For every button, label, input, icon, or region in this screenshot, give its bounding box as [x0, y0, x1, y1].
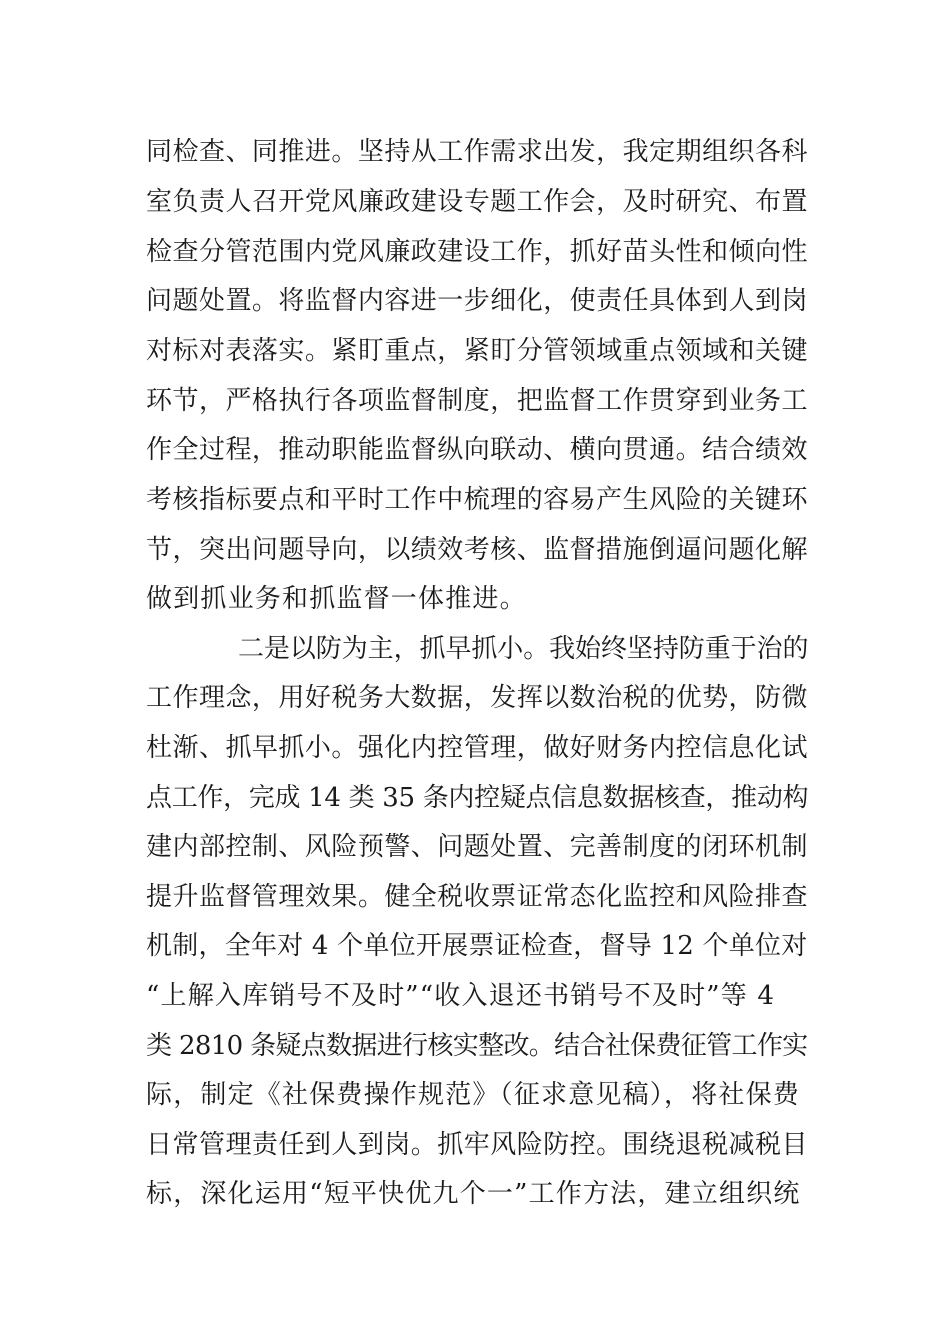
- text-line: 检查分管范围内党风廉政建设工作，抓好苗头性和倾向性: [146, 237, 809, 267]
- text-line: 环节，严格执行各项监督制度，把监督工作贯穿到业务工: [146, 386, 809, 416]
- text-line: 作全过程，推动职能监督纵向联动、横向贯通。结合绩效: [146, 435, 809, 465]
- text-line: 际，制定《社保费操作规范》（征求意见稿），将社保费: [146, 1080, 801, 1110]
- paragraph-heading-line: 二是以防为主，抓早抓小。我始终坚持防重于治的: [238, 634, 809, 664]
- text-line: 点工作，完成 14 类 35 条内控疑点信息数据核查，推动构: [146, 783, 809, 813]
- text-line: 节，突出问题导向，以绩效考核、监督措施倒逼问题化解: [146, 535, 809, 565]
- text-line: 类 2810 条疑点数据进行核实整改。结合社保费征管工作实: [146, 1031, 808, 1061]
- text-line: 建内部控制、风险预警、问题处置、完善制度的闭环机制: [146, 832, 809, 862]
- text-line: 日常管理责任到人到岗。抓牢风险防控。围绕退税减税目: [146, 1130, 809, 1160]
- text-line: 工作理念，用好税务大数据，发挥以数治税的优势，防微: [146, 683, 809, 713]
- text-line: 标，深化运用“短平快优九个一”工作方法，建立组织统: [146, 1179, 801, 1209]
- text-line: 问题处置。将监督内容进一步细化，使责任具体到人到岗: [146, 286, 809, 316]
- text-line: 提升监督管理效果。健全税收票证常态化监控和风险排查: [146, 882, 809, 912]
- text-line: 考核指标要点和平时工作中梳理的容易产生风险的关键环: [146, 485, 809, 515]
- text-line: 机制，全年对 4 个单位开展票证检查，督导 12 个单位对: [146, 931, 808, 961]
- text-line: 同检查、同推进。坚持从工作需求出发，我定期组织各科: [146, 137, 809, 167]
- text-line: 杜渐、抓早抓小。强化内控管理，做好财务内控信息化试: [146, 733, 809, 763]
- text-line: 做到抓业务和抓监督一体推进。: [146, 584, 527, 614]
- text-line: 对标对表落实。紧盯重点，紧盯分管领域重点领域和关键: [146, 336, 809, 366]
- text-line: 室负责人召开党风廉政建设专题工作会，及时研究、布置: [146, 187, 809, 217]
- text-line: “上解入库销号不及时”“收入退还书销号不及时”等 4: [146, 981, 776, 1011]
